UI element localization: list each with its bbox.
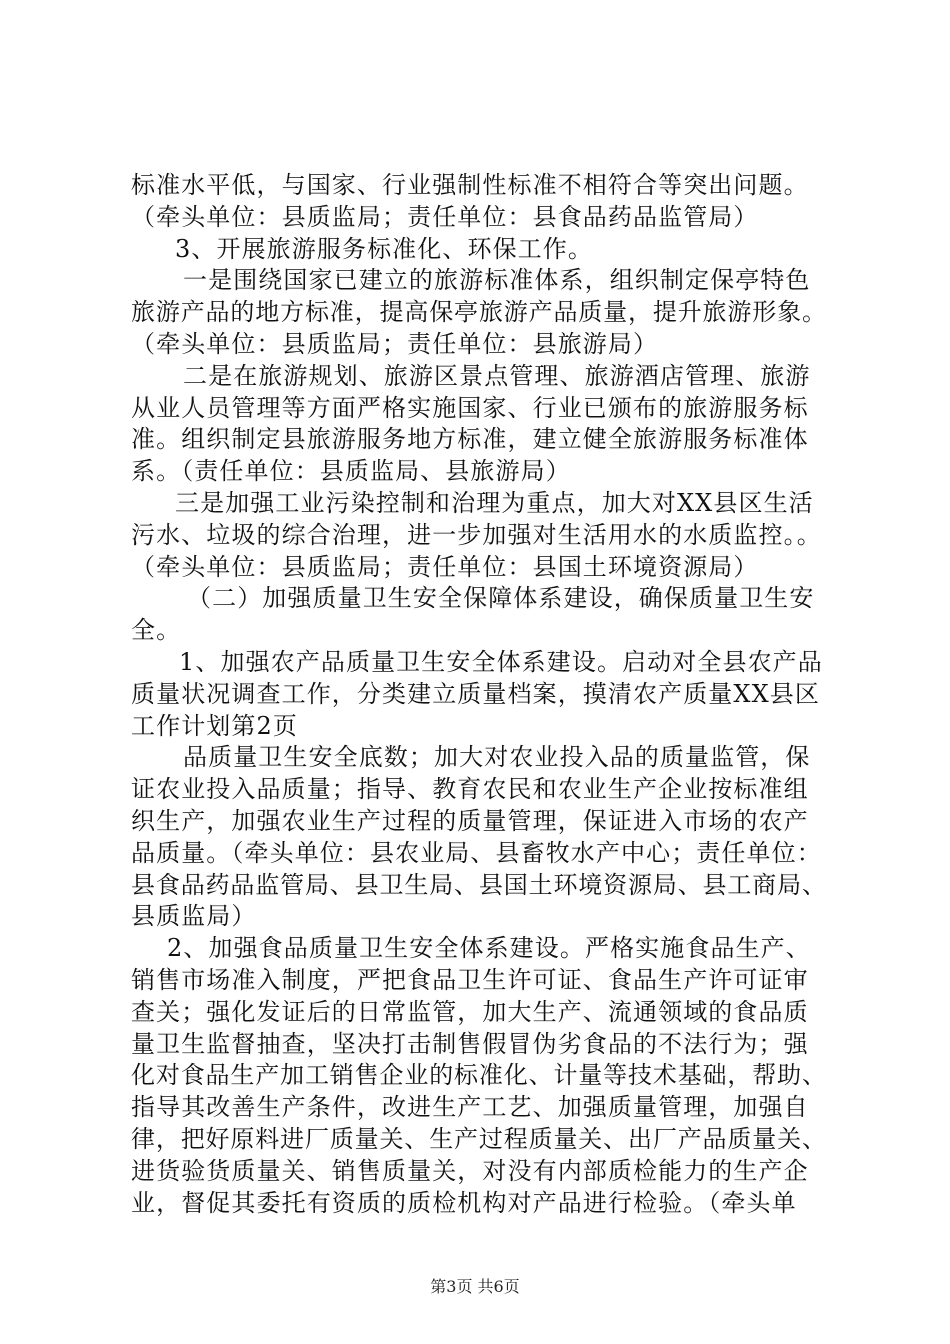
text-line: 销售市场准入制度，严把食品卫生许可证、食品生产许可证审 [131, 965, 809, 994]
text-line: 质量状况调查工作，分类建立质量档案，摸清农产质量XX县区 [131, 679, 820, 708]
text-line: 2、加强食品质量卫生安全体系建设。严格实施食品生产、 [167, 934, 811, 963]
text-line: 品质量。（牵头单位：县农业局、县畜牧水产中心；责任单位： [131, 838, 822, 867]
text-line: 查关；强化发证后的日常监管，加大生产、流通领域的食品质 [131, 997, 809, 1026]
text-line: 量卫生监督抽查，坚决打击制售假冒伪劣食品的不法行为；强 [131, 1029, 809, 1058]
text-line: （牵头单位：县质监局；责任单位：县旅游局） [131, 329, 659, 358]
text-line: 化对食品生产加工销售企业的标准化、计量等技术基础，帮助、 [131, 1061, 827, 1090]
text-line: 3、开展旅游服务标准化、环保工作。 [175, 234, 593, 263]
text-line: 律，把好原料进厂质量关、生产过程质量关、出厂产品质量关、 [131, 1124, 827, 1153]
text-line: 进货验货质量关、销售质量关，对没有内部质检能力的生产企 [131, 1156, 809, 1185]
text-line: 系。（责任单位：县质监局、县旅游局） [131, 457, 571, 486]
text-line: 县食品药品监管局、县卫生局、县国土环境资源局、县工商局、 [131, 870, 827, 899]
text-line: （二）加强质量卫生安全保障体系建设，确保质量卫生安 [187, 584, 815, 613]
text-line: （牵头单位：县质监局；责任单位：县国土环境资源局） [131, 552, 759, 581]
text-line: 品质量卫生安全底数；加大对农业投入品的质量监管，保 [183, 743, 811, 772]
text-line: 证农业投入品质量；指导、教育农民和农业生产企业按标准组 [131, 775, 809, 804]
text-line: 污水、垃圾的综合治理，进一步加强对生活用水的水质监控。。 [131, 520, 822, 549]
page-footer: 第3页 共6页 [430, 1277, 520, 1296]
text-line: 三是加强工业污染控制和治理为重点，加大对XX县区生活 [175, 488, 814, 517]
text-line: （牵头单位：县质监局；责任单位：县食品药品监管局） [131, 202, 759, 231]
text-line: 标准水平低，与国家、行业强制性标准不相符合等突出问题。 [131, 171, 809, 199]
text-line: 织生产，加强农业生产过程的质量管理，保证进入市场的农产 [131, 806, 809, 835]
text-line: 旅游产品的地方标准，提高保亭旅游产品质量，提升旅游形象。 [131, 298, 827, 327]
text-line: 1、加强农产品质量卫生安全体系建设。启动对全县农产品 [179, 647, 823, 676]
body-text [131, 170, 831, 1219]
text-line: 全。 [131, 616, 182, 645]
text-line: 业，督促其委托有资质的质检机构对产品进行检验。（牵头单 [131, 1188, 797, 1217]
text-line: 指导其改善生产条件，改进生产工艺、加强质量管理，加强自 [131, 1093, 809, 1122]
text-line: 工作计划第2页 [131, 711, 298, 740]
text-line: 一是围绕国家已建立的旅游标准体系，组织制定保亭特色 [183, 266, 811, 295]
text-line: 准。组织制定县旅游服务地方标准，建立健全旅游服务标准体 [131, 425, 809, 454]
text-line: 县质监局） [131, 902, 257, 931]
text-line: 二是在旅游规划、旅游区景点管理、旅游酒店管理、旅游 [183, 361, 811, 390]
text-line: 从业人员管理等方面严格实施国家、行业已颁布的旅游服务标 [131, 393, 809, 422]
